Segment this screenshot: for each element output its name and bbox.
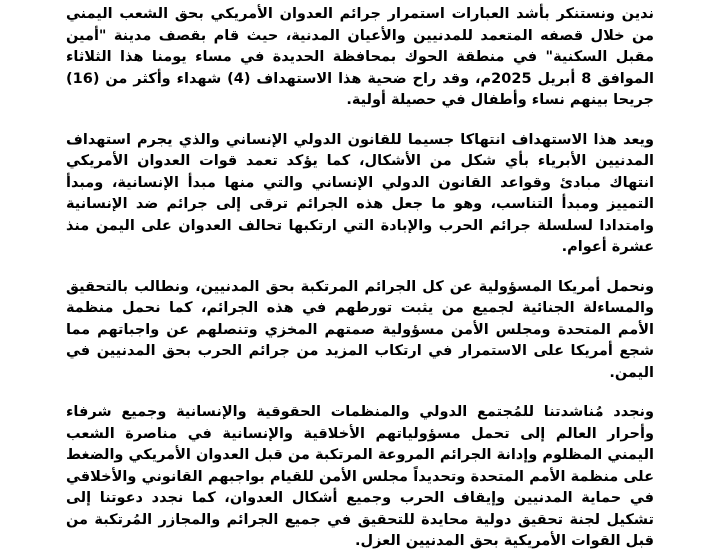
paragraph-responsibility: ونحمل أمريكا المسؤولية عن كل الجرائم المرتكبة بحق المدنيين، ونطالب بالتحقيق والمساءلة الجنائية لجميع من يثبت تورطهم في هذه الجرائم، كما نحمل منظمة الأمم المتحدة ومجلس الأمن مسؤولية صمتهم المخزي وتنصلهم عن واجباتهم مما شجع أمريكا على الاستمرار في ارتكاب المزيد من جرائم الحرب بحق المدنيين في اليمن.	[66, 278, 654, 381]
paragraph-appeal: ونجدد مُناشدتنا للمُجتمع الدولي والمنظمات الحقوقية والإنسانية وجميع شرفاء وأحرار العالم إلى تحمل مسؤولياتهم الأخلاقية والإنسانية في مناصرة الشعب اليمني المظلوم وإدانة الجرائم المروعة المرتكبة من قبل العدوان الأمريكي والضغط على منظمة الأمم المتحدة وتحديداً مجلس الأمن للقيام بواجبهم القانوني والأخلاقي في حماية المدنيين وإيقاف الحرب وجميع أشكال العدوان، كما نجدد دعوتنا إلى تشكيل لجنة تحقيق دولية محايدة للتحقيق في جميع الجرائم والمجازر المُرتكبة من قبل القوات الأمريكية بحق المدنيين العزل.	[66, 404, 654, 549]
paragraph-condemnation: ندين ونستنكر بأشد العبارات استمرار جرائم العدوان الأمريكي بحق الشعب اليمني من خلال قصفه المتعمد للمدنيين والأعيان المدنية، حيث قام بقصف مدينة "أمين مقبل السكنية" في منطقة الحوك بمحافظة الحديدة في مساء يومنا هذا الثلاثاء الموافق 8 أبريل 2025م، وقد راح ضحية هذا الاستهداف (4) شهداء وأكثر من (16) جريحا بينهم نساء وأطفال في حصيلة أولية.	[66, 6, 655, 108]
paragraph-violation: ويعد هذا الاستهداف انتهاكا جسيما للقانون الدولي الإنساني والذي يجرم استهداف المدنيين الأبرياء بأي شكل من الأشكال، كما يؤكد تعمد قوات العدوان الأمريكي انتهاك مبادئ وقواعد القانون الدولي الإنساني والتي منها مبدأ الإنسانية، ومبدأ التمييز ومبدأ التناسب، وهو ما جعل هذه الجرائم ترقى إلى جرائم ضد الإنسانية وامتدادا لسلسلة جرائم الحرب والإبادة التي ارتكبها تحالف العدوان على اليمن منذ عشرة أعوام.	[66, 131, 654, 255]
